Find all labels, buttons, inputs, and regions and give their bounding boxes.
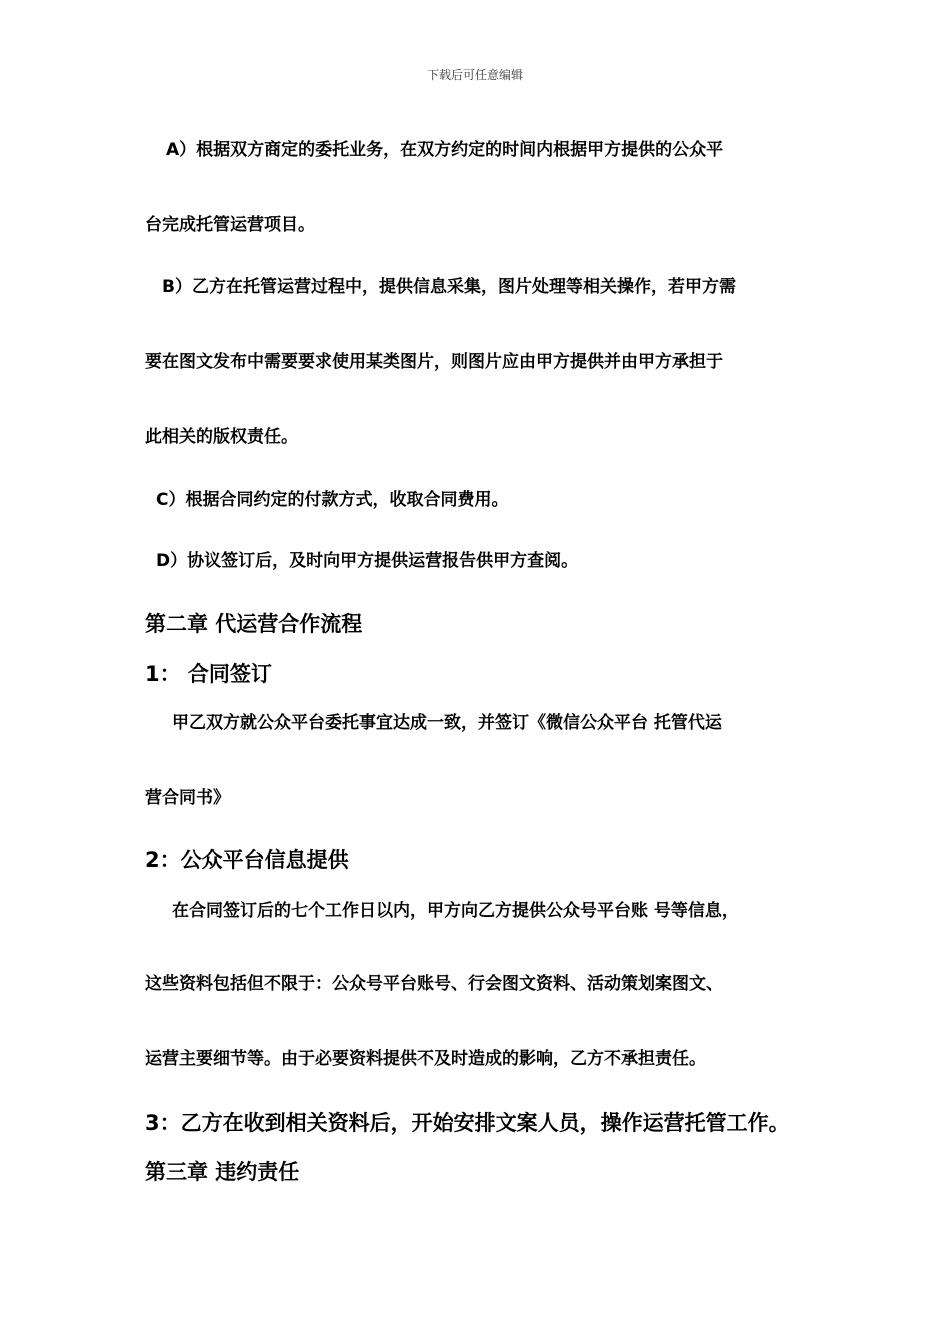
clause-b-line-2: 要在图文发布中需要要求使用某类图片，则图片应由甲方提供并由甲方承担于 <box>145 352 723 372</box>
clause-b-line-3: 此相关的版权责任。 <box>145 427 298 447</box>
clause-a-line-2: 台完成托管运营项目。 <box>145 215 315 235</box>
clause-d: D）协议签订后，及时向甲方提供运营报告供甲方查阅。 <box>156 551 579 571</box>
section-2-body-line-1: 在合同签订后的七个工作日以内，甲方向乙方提供公众号平台账 号等信息， <box>172 901 739 921</box>
clause-c: C）根据合同约定的付款方式，收取合同费用。 <box>156 490 509 510</box>
section-1-body-line-2: 营合同书》 <box>145 788 230 808</box>
chapter-2-title: 第二章 代运营合作流程 <box>145 612 363 636</box>
clause-b-line-1: B）乙方在托管运营过程中，提供信息采集，图片处理等相关操作，若甲方需 <box>162 277 736 297</box>
clause-a-line-1: A）根据双方商定的委托业务，在双方约定的时间内根据甲方提供的公众平 <box>166 140 724 160</box>
section-1-title: 1： 合同签订 <box>145 662 272 686</box>
section-2-body-line-3: 运营主要细节等。由于必要资料提供不及时造成的影响，乙方不承担责任。 <box>145 1049 706 1069</box>
section-1-body-line-1: 甲乙双方就公众平台委托事宜达成一致，并签订《微信公众平台 托管代运 <box>172 713 722 733</box>
section-2-title: 2：公众平台信息提供 <box>145 848 349 872</box>
chapter-3-title: 第三章 违约责任 <box>145 1160 300 1184</box>
section-3-title: 3：乙方在收到相关资料后，开始安排文案人员，操作运营托管工作。 <box>145 1111 790 1135</box>
page-header: 下载后可任意编辑 <box>426 68 523 82</box>
section-2-body-line-2: 这些资料包括但不限于：公众号平台账号、行会图文资料、活动策划案图文、 <box>145 974 723 994</box>
